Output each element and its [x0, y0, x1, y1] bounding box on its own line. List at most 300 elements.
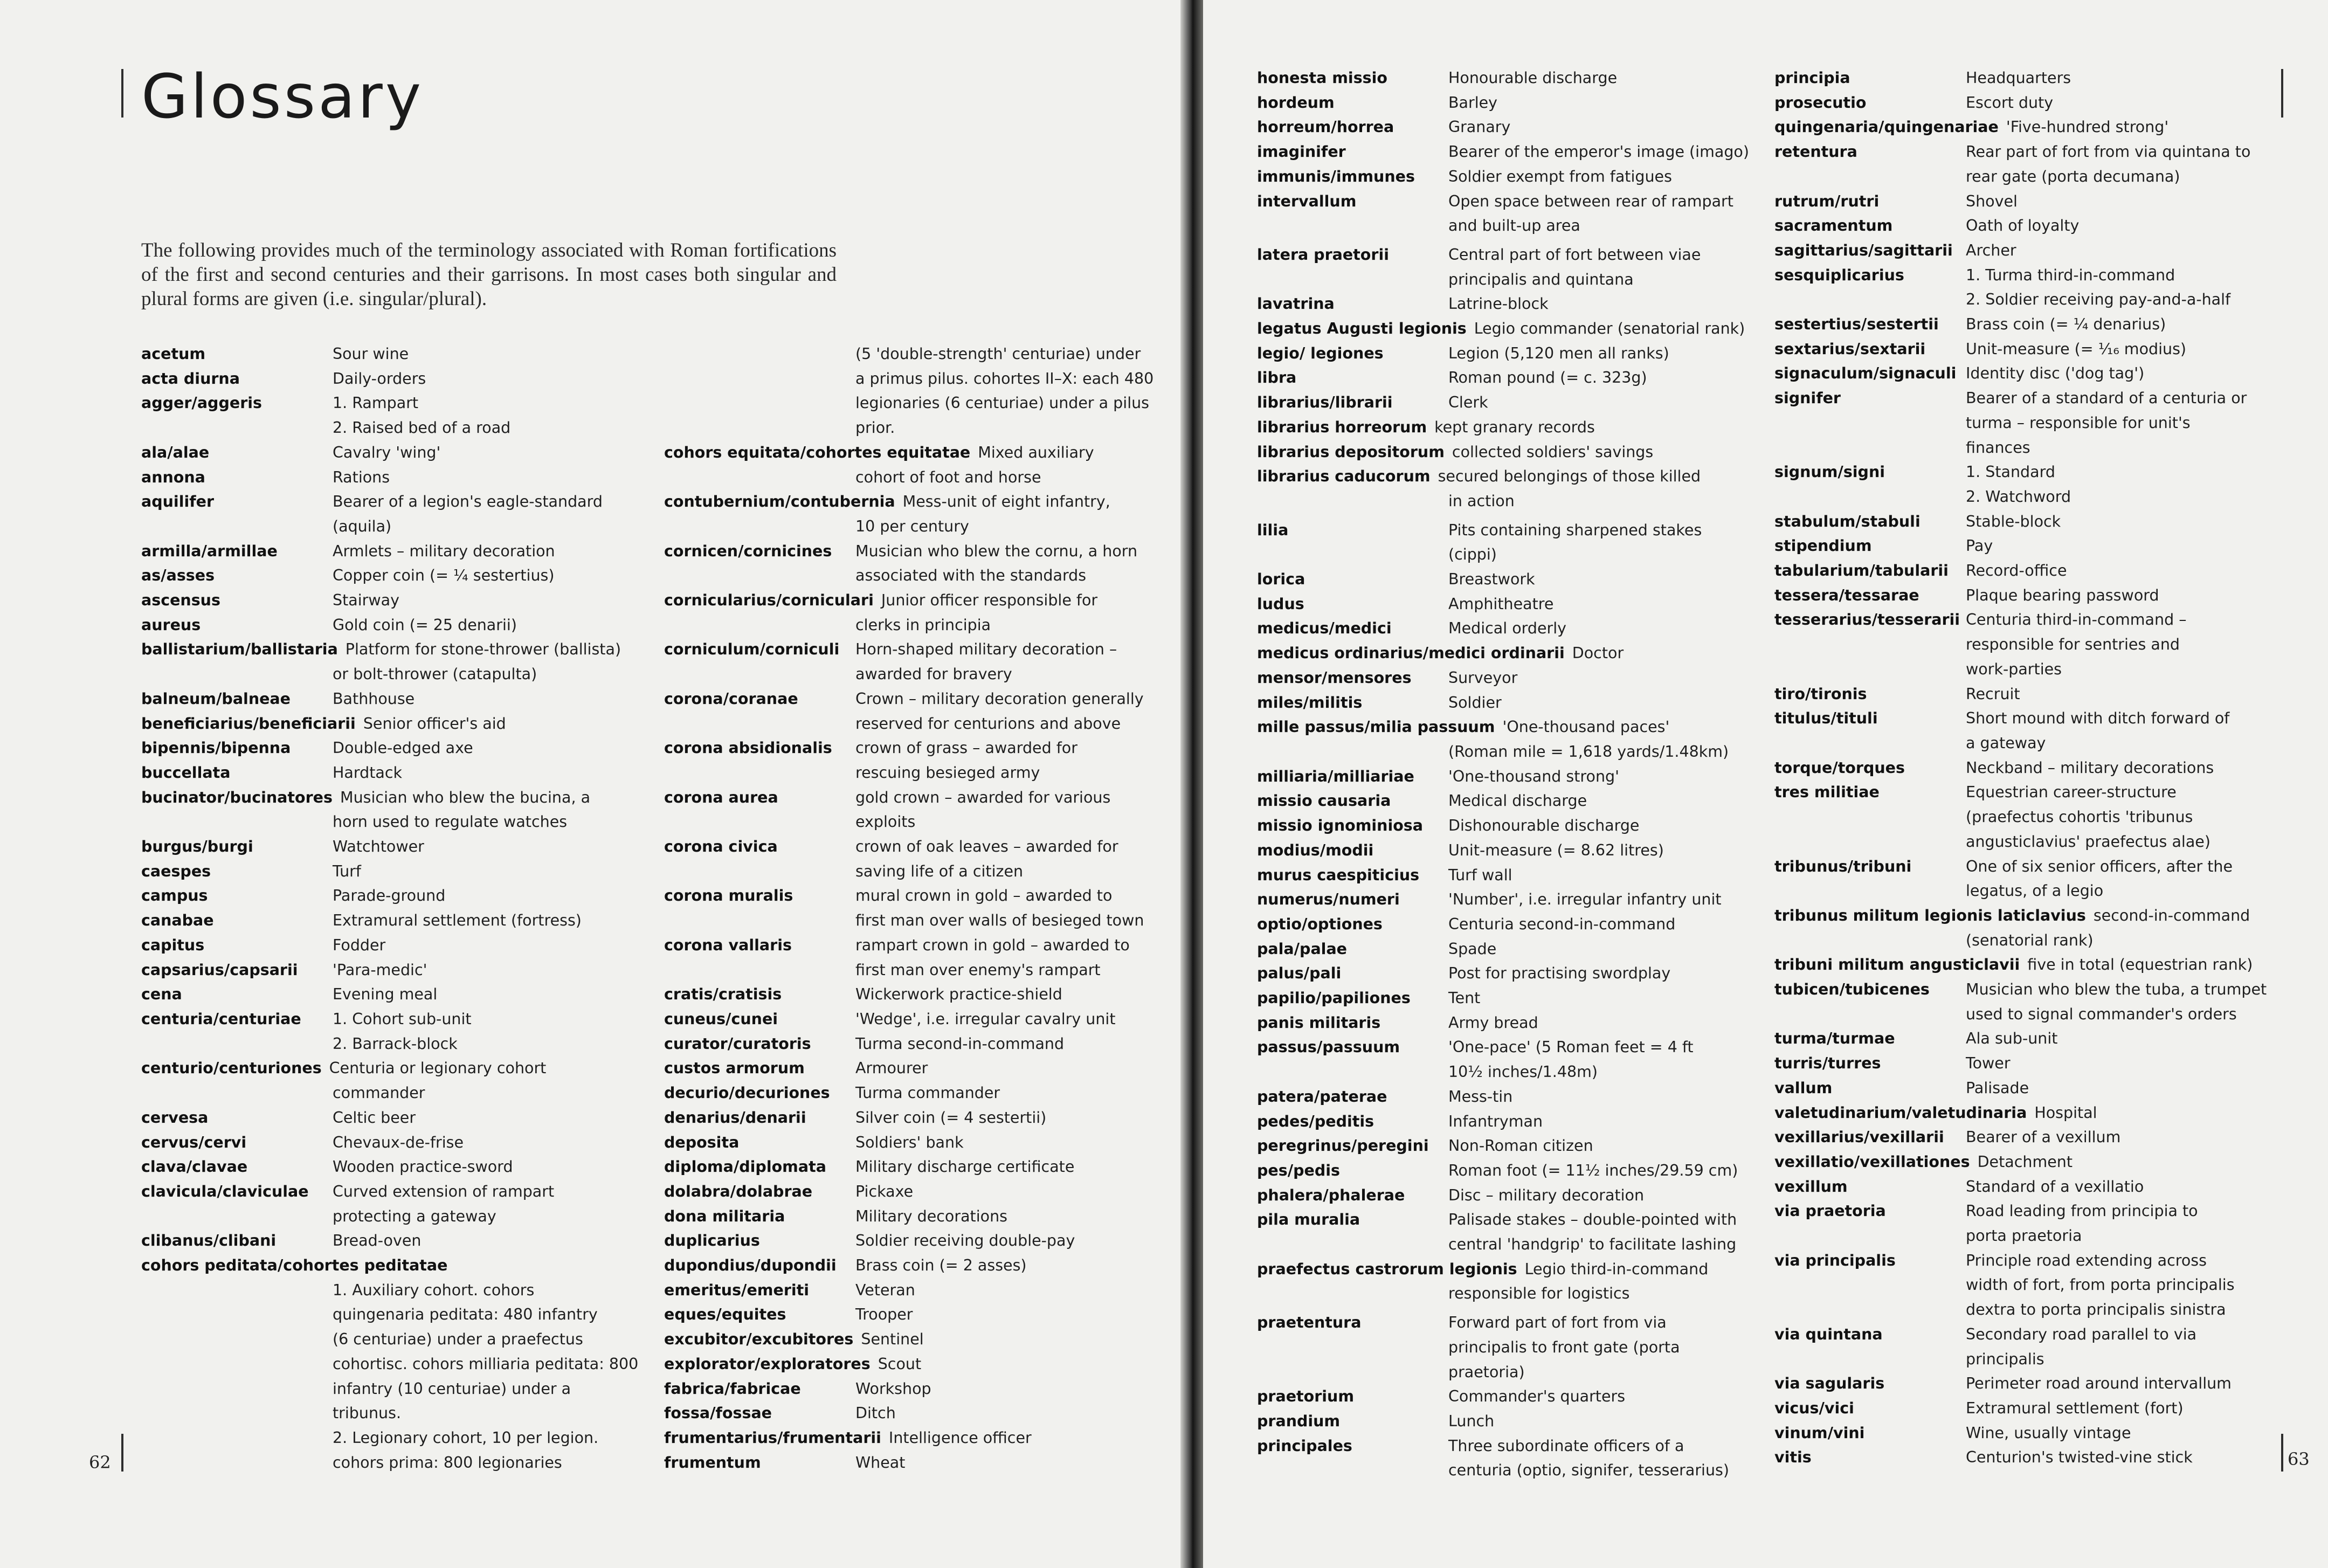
glossary-entry — [1257, 91, 1753, 115]
glossary-entry — [1774, 583, 2278, 608]
glossary-term: pala/palae — [1257, 940, 1348, 958]
glossary-entry — [1774, 213, 2278, 238]
glossary-entry — [1774, 607, 2278, 681]
glossary-definition: Fodder — [333, 936, 386, 954]
glossary-term: turma/turmae — [1774, 1030, 1895, 1048]
page-number-left: 62 — [89, 1452, 111, 1473]
glossary-entry — [1257, 243, 1753, 292]
glossary-definition-line: principalis and quintana — [1448, 270, 1634, 288]
glossary-definition: Platform for stone-thrower (ballista) — [345, 640, 621, 659]
glossary-definition-line: protecting a gateway — [333, 1207, 496, 1225]
glossary-term: corona civica — [664, 838, 778, 856]
page-number-right: 63 — [2288, 1449, 2310, 1469]
glossary-term: quingenaria/quingenariae — [1774, 118, 1999, 136]
glossary-term: clavicula/claviculae — [141, 1182, 309, 1200]
glossary-definition: Three subordinate officers of a — [1448, 1436, 1684, 1455]
glossary-term: pila muralia — [1257, 1211, 1360, 1229]
glossary-definition-line: used to signal commander's orders — [1966, 1005, 2237, 1023]
glossary-entry — [1774, 756, 2278, 780]
glossary-entry — [141, 933, 645, 958]
glossary-entry — [1257, 292, 1753, 316]
glossary-term: ballistarium/ballistaria — [141, 640, 338, 659]
glossary-definition: Tower — [1966, 1054, 2011, 1073]
glossary-term: librarius horreorum — [1257, 418, 1427, 436]
glossary-term: patera/paterae — [1257, 1087, 1387, 1106]
glossary-entry — [1257, 961, 1753, 986]
glossary-entry — [1774, 1101, 2278, 1125]
glossary-entry — [1774, 1199, 2278, 1248]
glossary-definition-line: infantry (10 centuriae) under a — [333, 1379, 571, 1398]
glossary-entry — [1257, 164, 1753, 189]
glossary-term: campus — [141, 887, 208, 905]
glossary-term: hordeum — [1257, 93, 1335, 112]
glossary-definition: Stairway — [333, 591, 400, 610]
glossary-definition-line: turma – responsible for unit's — [1966, 413, 2191, 432]
glossary-term: libra — [1257, 369, 1297, 387]
glossary-entry — [664, 1327, 1168, 1352]
glossary-definition-line: legatus, of a legio — [1966, 882, 2104, 900]
glossary-definition: Commander's quarters — [1448, 1387, 1626, 1406]
glossary-entry — [1774, 1150, 2278, 1175]
glossary-entry — [1257, 616, 1753, 641]
glossary-entry — [141, 712, 645, 736]
glossary-definition: Legio commander (senatorial rank) — [1474, 320, 1745, 338]
glossary-entry — [1774, 1248, 2278, 1322]
glossary-definition: crown of grass – awarded for — [855, 739, 1077, 757]
glossary-definition: Cavalry 'wing' — [333, 443, 441, 461]
glossary-entry — [1774, 1125, 2278, 1150]
glossary-definition: Pickaxe — [855, 1182, 914, 1200]
glossary-definition: Road leading from principia to — [1966, 1202, 2198, 1220]
glossary-definition: Double-edged axe — [333, 739, 473, 757]
glossary-term: cornicularius/corniculari — [664, 591, 874, 610]
glossary-entry — [1257, 592, 1753, 617]
glossary-term: clibanus/clibani — [141, 1232, 277, 1250]
glossary-term: corona vallaris — [664, 936, 792, 954]
folio-rule-left — [121, 1434, 123, 1472]
glossary-definition-line: cohors prima: 800 legionaries — [333, 1453, 562, 1472]
glossary-definition: five in total (equestrian rank) — [2027, 956, 2253, 974]
glossary-definition-line: centuria (optio, signifer, tesserarius) — [1448, 1461, 1729, 1480]
glossary-entry — [1257, 1310, 1753, 1384]
glossary-definition: Doctor — [1572, 644, 1624, 662]
glossary-definition: Bearer of a vexillum — [1966, 1128, 2121, 1146]
glossary-term: vicus/vici — [1774, 1399, 1854, 1417]
glossary-entry — [664, 342, 1168, 440]
glossary-definition: Sentinel — [861, 1330, 924, 1349]
glossary-definition: (5 'double-strength' centuriae) under — [855, 345, 1141, 363]
glossary-term: as/asses — [141, 567, 215, 585]
glossary-term: principia — [1774, 69, 1850, 87]
glossary-definition: Crown – military decoration generally — [855, 689, 1144, 708]
glossary-term: corona absidionalis — [664, 739, 832, 757]
glossary-entry — [1257, 1207, 1753, 1256]
glossary-definition-line: (Roman mile = 1,618 yards/1.48km) — [1448, 742, 1729, 761]
glossary-entry — [1774, 189, 2278, 214]
glossary-entry — [664, 1032, 1168, 1056]
glossary-entry — [1257, 937, 1753, 962]
glossary-definition-line: (cippi) — [1448, 545, 1497, 564]
glossary-definition: 1. Rampart — [333, 394, 419, 412]
glossary-term: buccellata — [141, 763, 231, 782]
glossary-definition: Chevaux-de-frise — [333, 1133, 464, 1151]
glossary-definition: Hardtack — [333, 763, 403, 782]
glossary-definition-line: legionaries (6 centuriae) under a pilus — [855, 394, 1150, 412]
glossary-entry — [141, 883, 645, 908]
glossary-term: custos armorum — [664, 1059, 805, 1077]
glossary-definition-line: porta praetoria — [1966, 1227, 2082, 1245]
glossary-entry — [141, 367, 645, 391]
glossary-entry — [1774, 1322, 2278, 1371]
glossary-term: via principalis — [1774, 1251, 1896, 1269]
glossary-entry — [1257, 1134, 1753, 1158]
glossary-definition: 'Number', i.e. irregular infantry unit — [1448, 890, 1722, 909]
glossary-term: librarius depositorum — [1257, 443, 1445, 461]
glossary-definition-line: quingenaria peditata: 480 infantry — [333, 1305, 598, 1324]
glossary-definition-line: (aquila) — [333, 517, 392, 535]
glossary-entry — [1774, 977, 2278, 1026]
glossary-definition: Unit-measure (= 8.62 litres) — [1448, 841, 1664, 859]
glossary-entry — [1774, 66, 2278, 91]
glossary-definition-line: rescuing besieged army — [855, 763, 1040, 782]
glossary-definition: Scout — [878, 1355, 922, 1373]
glossary-entry — [1774, 1421, 2278, 1446]
glossary-entry — [141, 687, 645, 712]
glossary-entry — [141, 859, 645, 884]
glossary-definition: Palisade stakes – double-pointed with — [1448, 1211, 1737, 1229]
glossary-entry — [1774, 312, 2278, 337]
glossary-definition-line: 2. Soldier receiving pay-and-a-half — [1966, 291, 2231, 309]
glossary-entry — [1774, 1076, 2278, 1101]
glossary-term: palus/pali — [1257, 964, 1342, 983]
glossary-definition: Clerk — [1448, 393, 1488, 412]
glossary-entry — [1257, 838, 1753, 863]
glossary-definition: Armlets – military decoration — [333, 542, 555, 560]
glossary-entry — [1257, 641, 1753, 666]
glossary-entry — [1774, 238, 2278, 263]
glossary-definition-line: 2. Raised bed of a road — [333, 419, 511, 437]
glossary-entry — [664, 1204, 1168, 1229]
glossary-definition: Pay — [1966, 537, 1993, 555]
glossary-definition: Open space between rear of rampart — [1448, 192, 1733, 210]
glossary-entry — [141, 1228, 645, 1253]
glossary-definition-line: exploits — [855, 813, 916, 831]
glossary-column-3 — [1257, 66, 1753, 1483]
glossary-term: fabrica/fabricae — [664, 1379, 801, 1398]
glossary-definition: Record-office — [1966, 562, 2067, 580]
glossary-term: emeritus/emeriti — [664, 1281, 810, 1299]
glossary-definition: Bread-oven — [333, 1232, 422, 1250]
glossary-term: tubicen/tubicenes — [1774, 980, 1930, 999]
glossary-definition: Workshop — [855, 1379, 931, 1398]
glossary-definition-line: 10 per century — [855, 517, 969, 535]
glossary-definition-line: 10½ inches/1.48m) — [1448, 1063, 1598, 1081]
glossary-definition: Perimeter road around intervallum — [1966, 1374, 2232, 1393]
title-rule — [121, 69, 123, 118]
glossary-definition: Military decorations — [855, 1207, 1007, 1225]
glossary-entry — [1774, 460, 2278, 509]
glossary-definition-line: reserved for centurions and above — [855, 714, 1121, 733]
glossary-entry — [141, 342, 645, 367]
glossary-entry — [664, 736, 1168, 785]
glossary-definition: Bearer of a standard of a centuria or — [1966, 389, 2247, 407]
glossary-term: centurio/centuriones — [141, 1059, 322, 1077]
glossary-definition: Senior officer's aid — [363, 714, 506, 733]
glossary-entry — [141, 908, 645, 933]
glossary-term: aquilifer — [141, 493, 215, 511]
glossary-definition: Silver coin (= 4 sestertii) — [855, 1108, 1047, 1127]
glossary-term: rutrum/rutri — [1774, 192, 1880, 210]
glossary-definition: Army bread — [1448, 1013, 1538, 1032]
glossary-definition-line: (senatorial rank) — [1966, 931, 2094, 949]
glossary-definition: Legion (5,120 men all ranks) — [1448, 344, 1669, 362]
glossary-entry — [1774, 337, 2278, 362]
glossary-definition-line: central 'handgrip' to facilitate lashing — [1448, 1235, 1737, 1254]
glossary-term: excubitor/excubitores — [664, 1330, 854, 1349]
glossary-definition: 1. Cohort sub-unit — [333, 1010, 472, 1028]
glossary-definition: Ditch — [855, 1404, 896, 1422]
glossary-definition: Rations — [333, 468, 390, 486]
glossary-term: via quintana — [1774, 1325, 1883, 1343]
glossary-term: sesquiplicarius — [1774, 266, 1904, 284]
glossary-definition: Extramural settlement (fortress) — [333, 911, 582, 930]
glossary-definition: 'One-thousand strong' — [1448, 767, 1619, 785]
glossary-entry — [1257, 715, 1753, 764]
glossary-term: deposita — [664, 1133, 740, 1151]
glossary-definition: Latrine-block — [1448, 295, 1549, 313]
glossary-entry — [1257, 986, 1753, 1011]
glossary-definition-line: 2. Legionary cohort, 10 per legion. — [333, 1428, 599, 1447]
glossary-definition: Extramural settlement (fort) — [1966, 1399, 2184, 1417]
glossary-term: optio/optiones — [1257, 915, 1383, 933]
glossary-definition: Sour wine — [333, 345, 409, 363]
glossary-definition-line: tribunus. — [333, 1404, 401, 1422]
glossary-definition: kept granary records — [1434, 418, 1595, 436]
glossary-entry — [1257, 813, 1753, 838]
glossary-definition: Centuria second-in-command — [1448, 915, 1676, 933]
glossary-entry — [1774, 386, 2278, 460]
glossary-definition: Disc – military decoration — [1448, 1186, 1645, 1204]
glossary-entry — [664, 637, 1168, 686]
glossary-definition: Granary — [1448, 118, 1511, 136]
glossary-term: signifer — [1774, 389, 1841, 407]
glossary-definition: Central part of fort between viae — [1448, 245, 1701, 264]
glossary-definition: Centuria or legionary cohort — [329, 1059, 547, 1077]
glossary-term: tiro/tironis — [1774, 685, 1867, 703]
glossary-definition: Surveyor — [1448, 668, 1518, 687]
glossary-term: dupondius/dupondii — [664, 1256, 837, 1275]
glossary-entry — [664, 1450, 1168, 1475]
glossary-definition: Infantryman — [1448, 1112, 1543, 1130]
glossary-definition: Bearer of the emperor's image (imago) — [1448, 143, 1749, 161]
glossary-definition: Musician who blew the cornu, a horn — [855, 542, 1138, 560]
glossary-entry — [1257, 316, 1753, 341]
glossary-entry — [141, 982, 645, 1007]
glossary-term: aureus — [141, 616, 201, 634]
glossary-entry — [1774, 1026, 2278, 1051]
glossary-term: armilla/armillae — [141, 542, 278, 560]
glossary-term: bucinator/bucinatores — [141, 788, 333, 806]
glossary-definition: Legio third-in-command — [1524, 1260, 1709, 1278]
glossary-definition: Breastwork — [1448, 570, 1535, 589]
glossary-term: tres militiae — [1774, 783, 1880, 802]
glossary-definition: Watchtower — [333, 838, 424, 856]
glossary-entry — [1257, 341, 1753, 366]
glossary-definition: Armourer — [855, 1059, 928, 1077]
glossary-entry — [1774, 1371, 2278, 1396]
glossary-entry — [664, 785, 1168, 834]
glossary-definition: Mess-unit of eight infantry, — [902, 493, 1110, 511]
glossary-definition: Centuria third-in-command – — [1966, 611, 2187, 629]
glossary-definition: Roman foot (= 11½ inches/29.59 cm) — [1448, 1161, 1738, 1179]
intro-paragraph: The following provides much of the terminology associated with Roman fortifications of the first and second centuries and their garrisons. In most cases both singular and plural forms are given (i.e. singular/plural). — [141, 239, 837, 310]
glossary-term: valetudinarium/valetudinaria — [1774, 1103, 2027, 1122]
glossary-entry — [1257, 115, 1753, 140]
glossary-term: curator/curatoris — [664, 1034, 811, 1053]
glossary-entry — [141, 563, 645, 588]
glossary-term: balneum/balneae — [141, 689, 291, 708]
glossary-definition-line: first man over walls of besieged town — [855, 911, 1144, 930]
glossary-entry — [664, 834, 1168, 883]
glossary-definition: Hospital — [2034, 1103, 2097, 1122]
glossary-definition: Principle road extending across — [1966, 1251, 2207, 1269]
glossary-entry — [141, 834, 645, 859]
glossary-term: vinum/vini — [1774, 1424, 1865, 1442]
glossary-definition: Soldiers' bank — [855, 1133, 964, 1151]
glossary-term: corona muralis — [664, 887, 793, 905]
glossary-entry — [1774, 1175, 2278, 1199]
glossary-entry — [1257, 789, 1753, 813]
glossary-definition: crown of oak leaves – awarded for — [855, 838, 1118, 856]
glossary-entry — [1774, 682, 2278, 707]
glossary-definition: Ala sub-unit — [1966, 1030, 2058, 1048]
glossary-entry — [1257, 863, 1753, 888]
glossary-term: dona militaria — [664, 1207, 785, 1225]
glossary-term: lorica — [1257, 570, 1305, 589]
glossary-term: frumentum — [664, 1453, 761, 1472]
glossary-definition-line: a gateway — [1966, 734, 2046, 752]
glossary-definition: Short mound with ditch forward of — [1966, 709, 2230, 728]
glossary-entry — [141, 440, 645, 465]
glossary-term: bipennis/bipenna — [141, 739, 291, 757]
folio-rule-right — [2281, 1434, 2283, 1472]
glossary-term: murus caespiticius — [1257, 866, 1420, 884]
glossary-term: corona aurea — [664, 788, 778, 806]
book-gutter — [1180, 0, 1203, 1568]
glossary-term: immunis/immunes — [1257, 167, 1415, 185]
glossary-entry — [1257, 365, 1753, 390]
glossary-definition: Medical orderly — [1448, 619, 1567, 638]
glossary-definition: Evening meal — [333, 985, 438, 1004]
glossary-definition-line: horn used to regulate watches — [333, 813, 568, 831]
glossary-definition: Post for practising swordplay — [1448, 964, 1671, 983]
glossary-definition: 'Wedge', i.e. irregular cavalry unit — [855, 1010, 1116, 1028]
glossary-definition: Escort duty — [1966, 93, 2054, 112]
right-page — [1203, 0, 2328, 1568]
glossary-definition-line: awarded for bravery — [855, 665, 1012, 683]
glossary-definition-line: 2. Watchword — [1966, 487, 2071, 506]
glossary-term: praetentura — [1257, 1314, 1362, 1332]
glossary-term: sestertius/sestertii — [1774, 315, 1939, 334]
glossary-entry — [141, 539, 645, 564]
glossary-term: via praetoria — [1774, 1202, 1886, 1220]
glossary-entry — [664, 1106, 1168, 1130]
glossary-entry — [1774, 140, 2278, 189]
glossary-entry — [1774, 1445, 2278, 1470]
glossary-definition-line: (6 centuriae) under a praefectus — [333, 1330, 583, 1349]
glossary-definition-line: associated with the standards — [855, 567, 1087, 585]
glossary-term: modius/modii — [1257, 841, 1374, 859]
glossary-term: corona/coranae — [664, 689, 798, 708]
glossary-definition: Soldier — [1448, 693, 1502, 712]
glossary-entry — [141, 391, 645, 440]
glossary-term: capsarius/capsarii — [141, 961, 298, 979]
glossary-definition: Recruit — [1966, 685, 2020, 703]
glossary-entry — [1257, 666, 1753, 690]
glossary-entry — [664, 1081, 1168, 1106]
glossary-term: contubernium/contubernia — [664, 493, 895, 511]
glossary-entry — [1774, 361, 2278, 386]
glossary-term: vexillarius/vexillarii — [1774, 1128, 1944, 1146]
glossary-entry — [1774, 91, 2278, 115]
glossary-definition: Brass coin (= ¼ denarius) — [1966, 315, 2166, 334]
glossary-term: vexillatio/vexillationes — [1774, 1152, 1970, 1171]
glossary-definition: Honourable discharge — [1448, 69, 1618, 87]
glossary-term: signum/signi — [1774, 463, 1885, 481]
glossary-entry — [141, 637, 645, 686]
glossary-term: peregrinus/peregini — [1257, 1137, 1429, 1155]
glossary-entry — [1257, 912, 1753, 937]
glossary-entry — [664, 1302, 1168, 1327]
glossary-definition-line: work-parties — [1966, 660, 2062, 678]
glossary-entry — [141, 1130, 645, 1155]
glossary-term: annona — [141, 468, 205, 486]
glossary-entry — [1257, 690, 1753, 715]
glossary-definition: Mixed auxiliary — [978, 443, 1094, 461]
glossary-column-2 — [664, 342, 1168, 1475]
glossary-entry — [141, 1155, 645, 1179]
page-title: Glossary — [141, 62, 424, 132]
glossary-entry — [664, 1377, 1168, 1401]
glossary-definition-line: saving life of a citizen — [855, 862, 1024, 880]
glossary-entry — [1257, 567, 1753, 592]
glossary-term: legio/ legiones — [1257, 344, 1384, 362]
glossary-definition: Palisade — [1966, 1079, 2029, 1097]
glossary-term: legatus Augusti legionis — [1257, 320, 1467, 338]
glossary-entry — [664, 539, 1168, 588]
glossary-definition-line: (praefectus cohortis 'tribunus — [1966, 808, 2193, 826]
glossary-entry — [1774, 1051, 2278, 1076]
glossary-entry — [1257, 464, 1753, 513]
glossary-entry — [1257, 66, 1753, 91]
glossary-definition: Military discharge certificate — [855, 1158, 1075, 1176]
glossary-term: acta diurna — [141, 369, 240, 388]
glossary-definition-line: cohortisc. cohors milliaria peditata: 800 — [333, 1355, 639, 1373]
glossary-term: beneficiarius/beneficiarii — [141, 714, 356, 733]
glossary-term: milliaria/milliariae — [1257, 767, 1414, 785]
glossary-definition-line: responsible for sentries and — [1966, 636, 2180, 654]
header-rule-right — [2281, 69, 2283, 118]
glossary-term: signaculum/signaculi — [1774, 364, 1957, 383]
glossary-term: capitus — [141, 936, 205, 954]
glossary-entry — [664, 1228, 1168, 1253]
glossary-entry — [141, 613, 645, 638]
glossary-definition-line: responsible for logistics — [1448, 1284, 1630, 1303]
glossary-entry — [664, 1253, 1168, 1278]
glossary-term: tessera/tessarae — [1774, 586, 1919, 604]
glossary-entry — [1257, 1035, 1753, 1084]
glossary-column-1 — [141, 342, 645, 1475]
